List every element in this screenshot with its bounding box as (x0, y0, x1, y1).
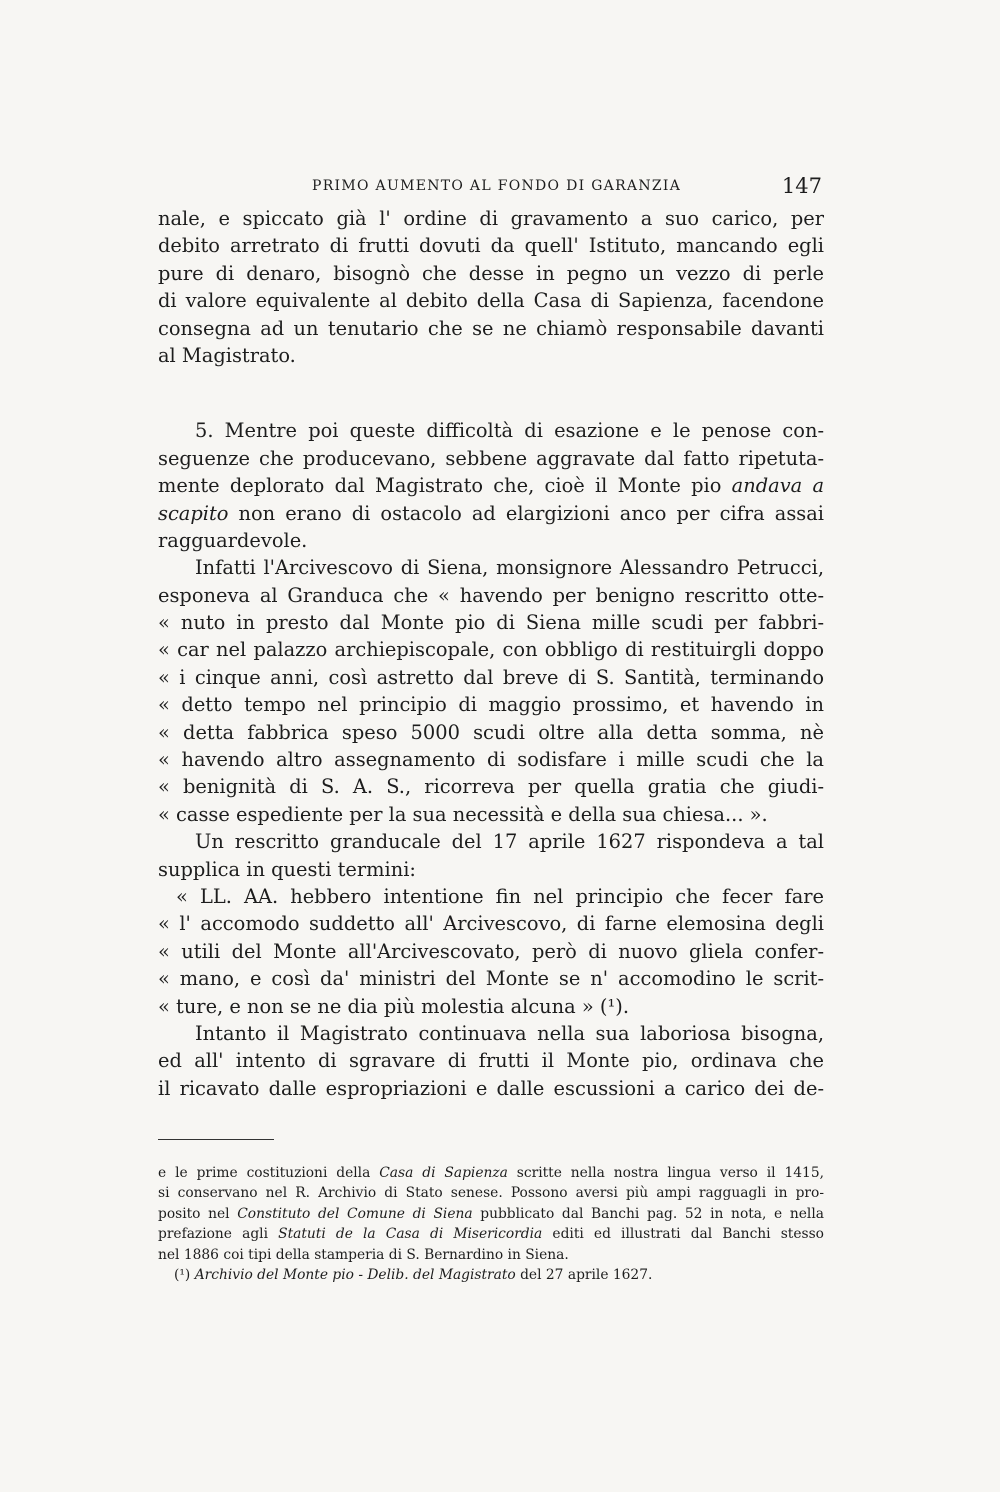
italic-phrase: andava a (731, 474, 824, 498)
text-line: di valore equivalente al debito della Casa di Sapienza, facendone (158, 289, 824, 313)
text-segment: scritte nella nostra lingua verso il 1415, (507, 1165, 824, 1181)
text-line: debito arretrato di frutti dovuti da quell' Istituto, mancando egli (158, 234, 824, 258)
text-line: « LL. AA. hebbero intentione fin nel principio che fecer fare (176, 884, 824, 908)
main-text (158, 205, 824, 1102)
text-line: « mano, e così da' ministri del Monte se n' accomodino le scrit- (158, 967, 824, 991)
italic-title: Constituto del Comune di Siena (237, 1205, 473, 1222)
text-line: seguenze che producevano, sebbene aggravate dal fatto ripetuta- (158, 446, 824, 470)
text-line (158, 500, 824, 527)
text-line (158, 472, 824, 499)
text-segment: posito nel (158, 1205, 238, 1222)
text-line: « detto tempo nel principio di maggio prossimo, et havendo in (158, 693, 824, 717)
text-segment: e le prime costituzioni della (158, 1165, 380, 1181)
text-line: « nuto in presto dal Monte pio di Siena mille scudi per fabbri- (158, 611, 824, 635)
text-segment: prefazione agli (158, 1226, 279, 1243)
paragraph-gap (158, 369, 824, 417)
text-line: pure di denaro, bisognò che desse in pegno un vezzo di perle (158, 261, 824, 285)
text-line: « car nel palazzo archiepiscopale, con obbligo di restituirgli doppo (158, 638, 824, 662)
page-number: 147 (781, 174, 822, 198)
footnote-marker: (¹) (174, 1266, 195, 1283)
text-line: nale, e spiccato già l' ordine di gravamento a suo carico, per (158, 207, 824, 230)
text-segment: editi ed illustrati dal Banchi stesso (542, 1226, 824, 1243)
text-line: supplica in questi termini: (158, 857, 416, 881)
text-line: Infatti l'Arcivescovo di Siena, monsignore Alessandro Petrucci, (195, 556, 824, 580)
running-title: PRIMO AUMENTO AL FONDO DI GARANZIA (312, 178, 682, 194)
footnote-line: nel 1886 coi tipi della stamperia di S. Bernardino in Siena. (158, 1246, 569, 1263)
text-line: 5. Mentre poi queste difficoltà di esazione e le penose con- (195, 419, 824, 443)
text-line: « i cinque anni, così astretto dal breve di S. Santità, terminando (158, 665, 824, 689)
footnote-line: si conservano nel R. Archivio di Stato senese. Possono aversi più ampi ragguagli in pro- (158, 1185, 824, 1202)
footnotes (158, 1163, 824, 1285)
text-line: ragguardevole. (158, 528, 308, 552)
italic-title: Archivio del Monte pio - Delib. del Magistrato (194, 1266, 516, 1283)
text-line: al Magistrato. (158, 343, 296, 367)
italic-title: Casa di Sapienza (379, 1165, 508, 1181)
text-segment: pubblicato dal Banchi pag. 52 in nota, e nella (472, 1205, 824, 1222)
text-line: consegna ad un tenutario che se ne chiamò responsabile davanti (158, 316, 824, 340)
text-line: « l' accomodo suddetto all' Arcivescovo, di farne elemosina degli (158, 912, 824, 936)
text-segment: non erano di ostacolo ad elargizioni anco per cifra assai (228, 501, 824, 525)
italic-phrase: scapito (158, 501, 229, 525)
page-header (158, 174, 824, 204)
text-line: « ture, e non se ne dia più molestia alcuna » (¹). (158, 994, 629, 1018)
text-line: « utili del Monte all'Arcivescovato, però di nuovo gliela confer- (158, 939, 824, 963)
text-line: Intanto il Magistrato continuava nella sua laboriosa bisogna, (195, 1021, 824, 1045)
text-segment: del 27 aprile 1627. (515, 1266, 653, 1283)
text-line: « benignità di S. A. S., ricorreva per quella gratia che giudi- (158, 775, 824, 799)
text-line: ed all' intento di sgravare di frutti il Monte pio, ordinava che (158, 1049, 824, 1073)
text-line: Un rescritto granducale del 17 aprile 1627 rispondeva a tal (195, 830, 824, 854)
italic-title: Statuti de la Casa di Misericordia (278, 1226, 543, 1243)
text-line: « casse espediente per la sua necessità e della sua chiesa... ». (158, 802, 768, 826)
footnote-line (158, 1163, 824, 1183)
footnote-line (158, 1265, 824, 1285)
footnote-line (158, 1204, 824, 1224)
text-line: « havendo altro assegnamento di sodisfare i mille scudi che la (158, 748, 824, 772)
footnote-line (158, 1224, 824, 1244)
text-line: il ricavato dalle espropriazioni e dalle escussioni a carico dei de- (158, 1076, 824, 1100)
footnote-divider (158, 1139, 274, 1140)
text-line: « detta fabbrica speso 5000 scudi oltre alla detta somma, nè (158, 720, 824, 744)
text-segment: mente deplorato dal Magistrato che, cioè il Monte pio (158, 474, 732, 498)
text-line: esponeva al Granduca che « havendo per benigno rescritto otte- (158, 583, 824, 607)
